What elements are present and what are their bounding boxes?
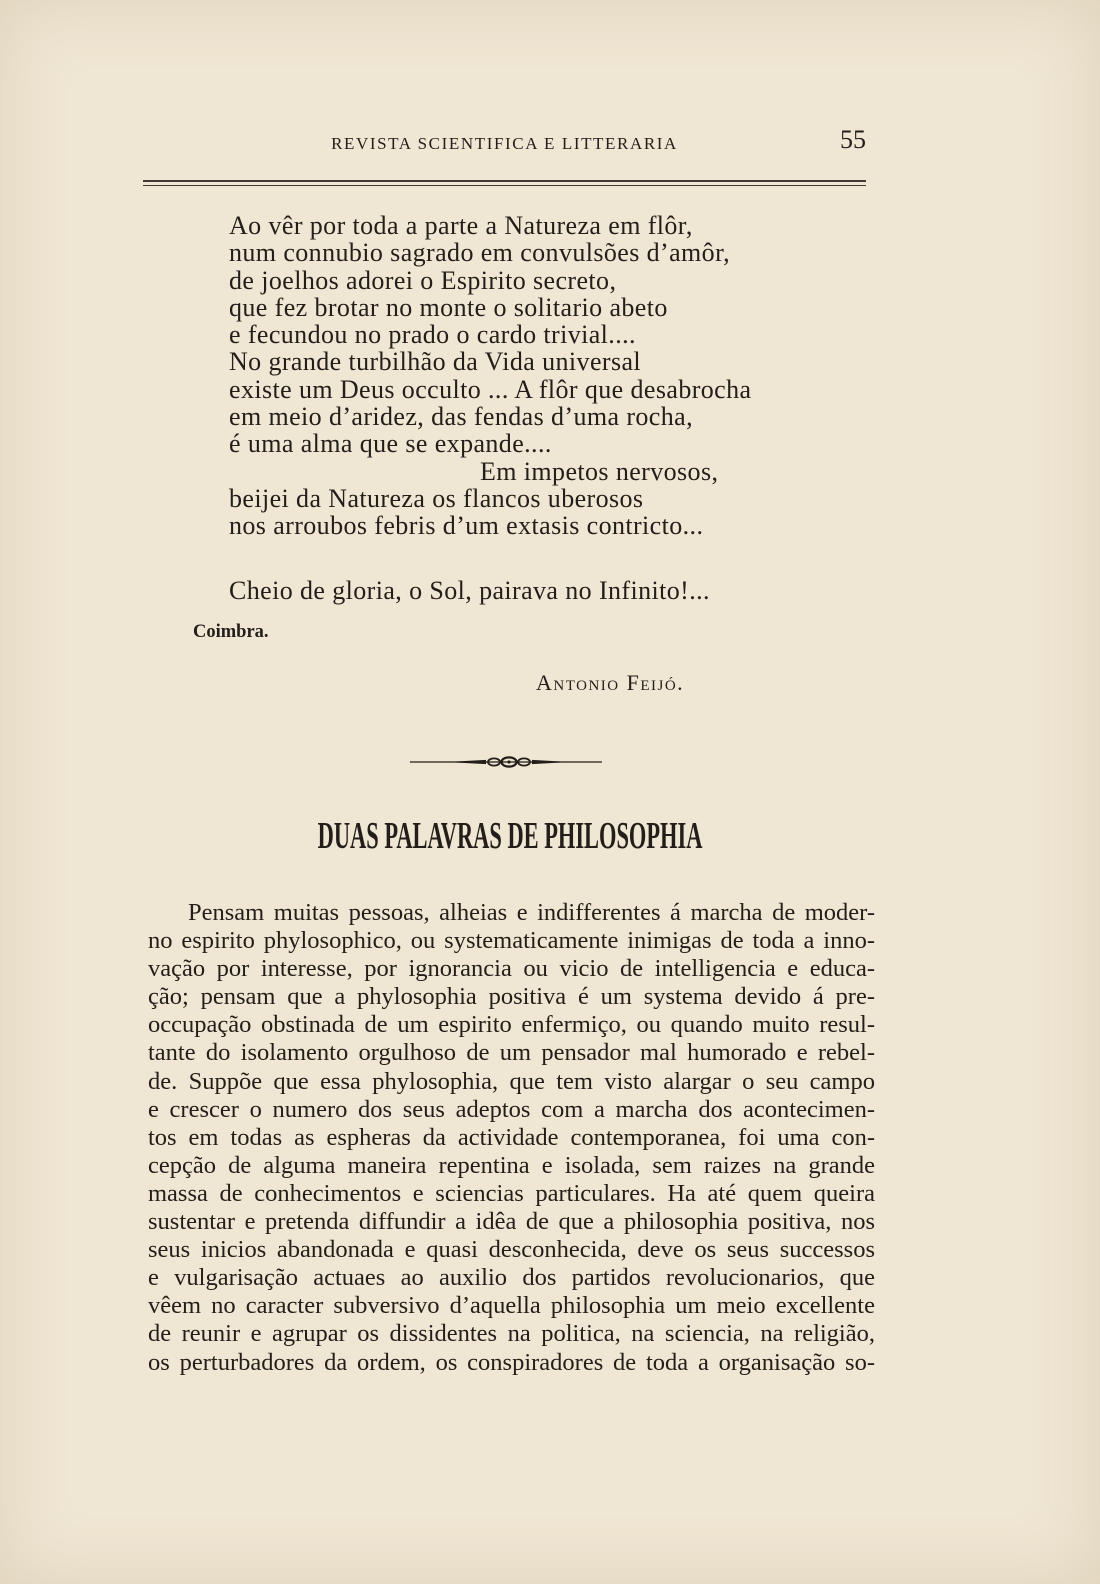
- poem-line: é uma alma que se expande....: [229, 429, 552, 459]
- poem-closing-line: Cheio de gloria, o Sol, pairava no Infinito!...: [229, 576, 710, 605]
- article-line: tos em todas as espheras da actividade contemporanea, foi uma con-: [148, 1123, 875, 1151]
- article-line: vação por interesse, por ignorancia ou vicio de intelligencia e educa-: [148, 955, 875, 983]
- article-line: massa de conhecimentos e sciencias particulares. Ha até quem queira: [148, 1179, 875, 1207]
- article-line: cepção de alguma maneira repentina e isolada, sem raizes na grande: [148, 1151, 875, 1179]
- ornament-divider-icon: [408, 752, 604, 772]
- article-line: de reunir e agrupar os dissidentes na politica, na sciencia, na religião,: [148, 1320, 875, 1348]
- article-title-text: DUAS PALAVRAS DE PHILOSOPHIA: [317, 815, 703, 857]
- article-line: tante do isolamento orgulhoso de um pensador mal humorado e rebel-: [148, 1039, 875, 1067]
- poem-line: beijei da Natureza os flancos uberosos: [229, 483, 644, 513]
- article-line: no espirito phylosophico, ou systematicamente inimigas de toda a inno-: [148, 927, 875, 955]
- poem-place: Coimbra.: [193, 622, 269, 642]
- poem-line: em meio d’aridez, das fendas d’uma rocha,: [229, 402, 693, 432]
- poem-line: num connubio sagrado em convulsões d’amôr,: [229, 238, 730, 268]
- poem-line: nos arroubos febris d’um extasis contricto...: [229, 511, 704, 541]
- poem-line: e fecundou no prado o cardo trivial....: [229, 320, 636, 350]
- running-title: REVISTA SCIENTIFICA E LITTERARIA: [331, 134, 678, 153]
- poem-line: existe um Deus occulto ... A flôr que desabrocha: [229, 374, 752, 404]
- article-line: de. Suppõe que essa phylosophia, que tem visto alargar o seu campo: [148, 1067, 875, 1095]
- article-line: e crescer o numero dos seus adeptos com a marcha dos acontecimen-: [148, 1095, 875, 1123]
- article-line: e vulgarisação actuaes ao auxilio dos partidos revolucionarios, que: [148, 1264, 875, 1292]
- poem-stanza: [229, 212, 751, 540]
- poem-line: de joelhos adorei o Espirito secreto,: [229, 265, 617, 295]
- article-line: seus inicios abandonada e quasi desconhecida, deve os seus successos: [148, 1236, 875, 1264]
- header-double-rule: [143, 180, 866, 186]
- poem-line: que fez brotar no monte o solitario abeto: [229, 292, 668, 322]
- article-line: os perturbadores da ordem, os conspiradores de toda a organisação so-: [148, 1348, 875, 1376]
- article-line: occupação obstinada de um espirito enfermiço, ou quando muito resul-: [148, 1011, 875, 1039]
- poem-author: Antonio Feijó.: [536, 670, 685, 695]
- article-line: Pensam muitas pessoas, alheias e indifferentes á marcha de moder-: [188, 899, 875, 926]
- poem-line: Em impetos nervosos,: [480, 456, 719, 486]
- article-line: vêem no caracter subversivo d’aquella philosophia um meio excellente: [148, 1292, 875, 1320]
- page-number: 55: [840, 125, 866, 154]
- poem-line: No grande turbilhão da Vida universal: [229, 347, 642, 377]
- article-title: [0, 816, 1020, 856]
- article-line: ção; pensam que a phylosophia positiva é um systema devido á pre-: [148, 983, 875, 1011]
- article-paragraph: [148, 899, 875, 1377]
- article-line: sustentar e pretenda diffundir a idêa de que a philosophia positiva, nos: [148, 1208, 875, 1236]
- poem-line: Ao vêr por toda a parte a Natureza em flôr,: [229, 211, 693, 240]
